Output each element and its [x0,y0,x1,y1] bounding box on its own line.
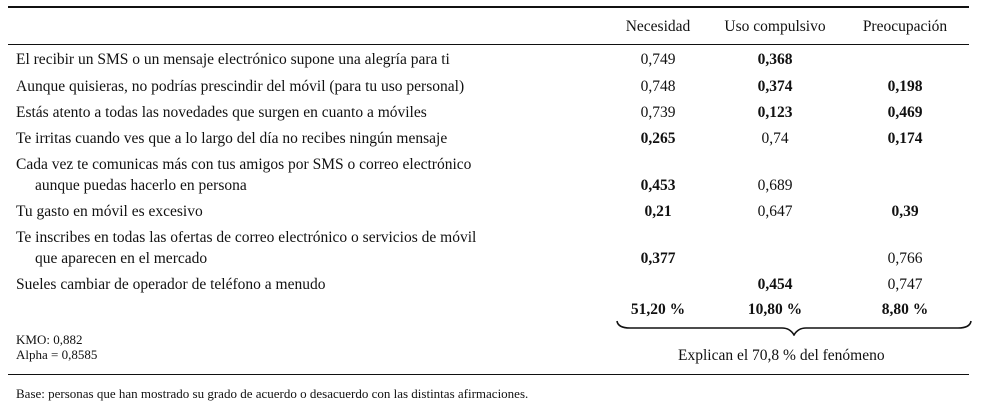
cell-uso-compulsivo: 0,374 [757,78,793,95]
cell-necesidad: 0,748 [640,78,676,95]
kmo-value: KMO: 0,882 [16,332,83,347]
total-necesidad: 51,20 % [630,301,686,318]
header-preocupacion: Preocupación [862,18,948,35]
total-uso-compulsivo: 10,80 % [747,301,803,318]
cell-uso-compulsivo: 0,368 [757,51,793,68]
explained-variance: Explican el 70,8 % del fenómeno [678,347,885,364]
cell-uso-compulsivo: 0,647 [757,203,793,220]
row-label-continued: que aparecen en el mercado [35,250,208,267]
row-label: Te irritas cuando ves que a lo largo del día no recibes ningún mensaje [16,130,448,147]
cell-preocupacion: 0,469 [887,104,923,121]
header-uso-compulsivo: Uso compulsivo [724,18,826,35]
total-preocupacion: 8,80 % [881,301,929,318]
top-rule [8,6,969,8]
row-label: Sueles cambiar de operador de teléfono a menudo [16,276,326,293]
base-note: Base: personas que han mostrado su grado de acuerdo o desacuerdo con las distintas afirmaciones. [16,386,529,401]
cell-necesidad: 0,739 [640,104,676,121]
cell-necesidad: 0,265 [640,130,676,147]
cell-preocupacion: 0,198 [887,78,923,95]
underbrace [616,320,972,336]
row-label: Aunque quisieras, no podrías prescindir del móvil (para tu uso personal) [16,78,465,95]
row-label: El recibir un SMS o un mensaje electrónico supone una alegría para ti [16,51,450,68]
cell-preocupacion: 0,174 [887,130,923,147]
row-label: Cada vez te comunicas más con tus amigos por SMS o correo electrónico [16,156,472,173]
row-label: Tu gasto en móvil es excesivo [16,203,203,220]
row-label-continued: aunque puedas hacerlo en persona [35,177,247,194]
cell-necesidad: 0,377 [640,250,676,267]
header-rule [8,44,969,45]
cell-uso-compulsivo: 0,123 [757,104,793,121]
cell-preocupacion: 0,766 [887,250,923,267]
row-label: Estás atento a todas las novedades que surgen en cuanto a móviles [16,104,427,121]
header-necesidad: Necesidad [625,18,691,35]
cell-uso-compulsivo: 0,454 [757,276,793,293]
alpha-value: Alpha = 0,8585 [16,347,98,362]
row-label: Te inscribes en todas las ofertas de correo electrónico o servicios de móvil [16,229,477,246]
cell-necesidad: 0,21 [644,203,672,220]
cell-preocupacion: 0,747 [887,276,923,293]
cell-uso-compulsivo: 0,689 [757,177,793,194]
cell-necesidad: 0,749 [640,51,676,68]
cell-preocupacion: 0,39 [891,203,919,220]
cell-necesidad: 0,453 [640,177,676,194]
bottom-rule [8,374,969,375]
cell-uso-compulsivo: 0,74 [761,130,789,147]
